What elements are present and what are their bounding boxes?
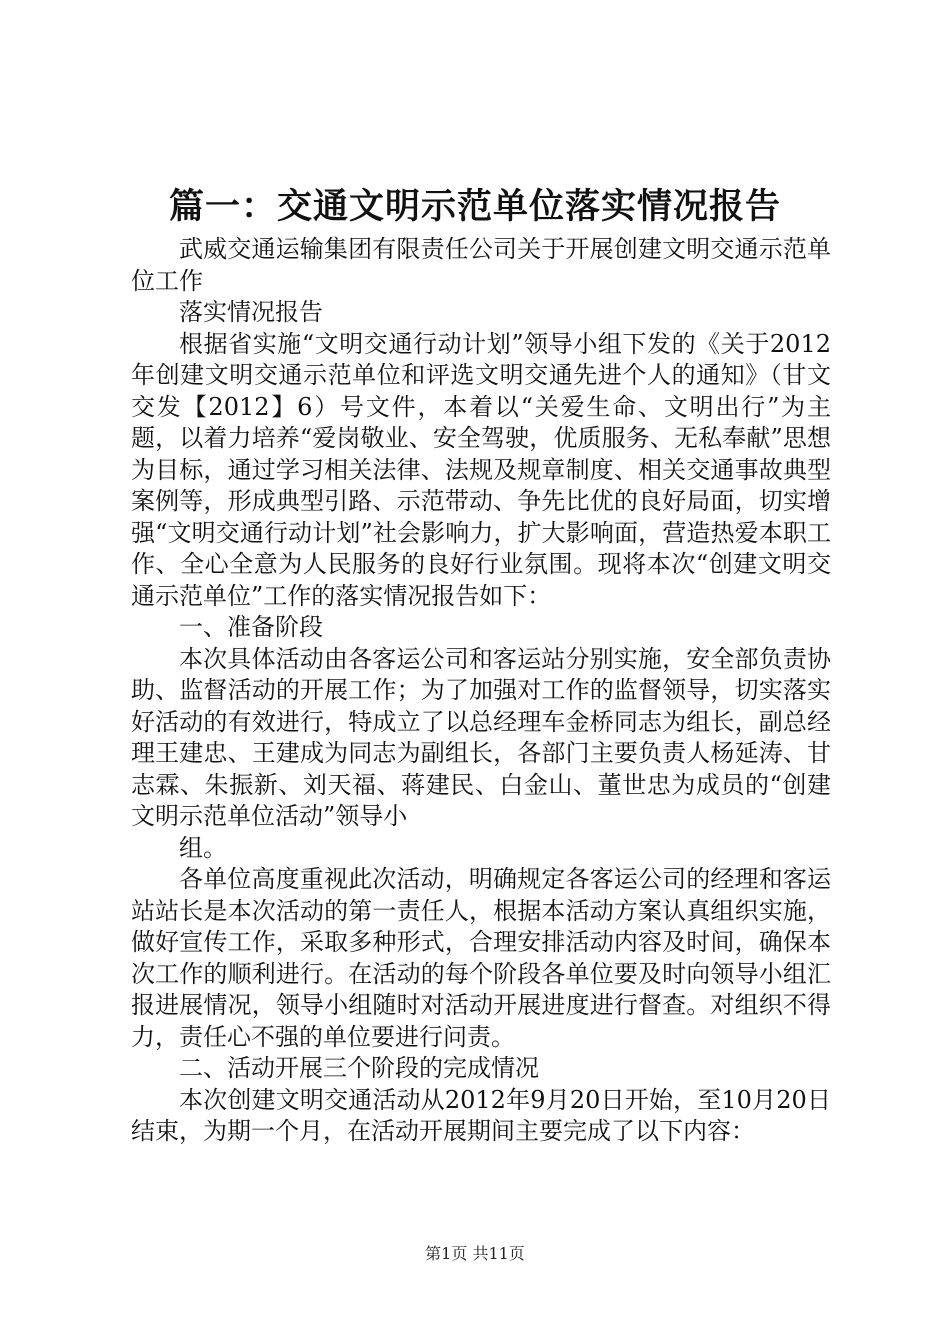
document-body <box>131 234 831 1148</box>
paragraph-intro: 根据省实施“文明交通行动计划”领导小组下发的《关于2012年创建文明交通示范单位和评选文明交通先进个人的通知》（甘文交发【2012】6）号文件，本着以“关爱生命、文明出行”为主题，以着力培养“爱岗敬业、安全驾驶，优质服务、无私奉献”思想为目标，通过学习相关法律、法规及规章制度、相关交通事故典型案例等，形成典型引路、示范带动、争先比优的良好局面，切实增强“文明交通行动计划”社会影响力，扩大影响面，营造热爱本职工作、全心全意为人民服务的良好行业氛围。现将本次“创建文明交通示范单位”工作的落实情况报告如下： <box>131 329 831 610</box>
document-title: 篇一：交通文明示范单位落实情况报告 <box>168 187 781 227</box>
paragraph-timeline: 本次创建文明交通活动从2012年9月20日开始，至10月20日结束，为期一个月，在活动开展期间主要完成了以下内容： <box>131 1085 831 1145</box>
paragraph-subject: 武威交通运输集团有限责任公司关于开展创建文明交通示范单位工作 <box>131 235 831 295</box>
section-heading-preparation: 一、准备阶段 <box>179 613 323 641</box>
paragraph-organization: 本次具体活动由各客运公司和客运站分别实施，安全部负责协助、监督活动的开展工作；为了加强对工作的监督领导，切实落实好活动的有效进行，特成立了以总经理车金桥同志为组长，副总经理王建忠、王建成为同志为副组长，各部门主要负责人杨延涛、甘志霖、朱振新、刘天福、蒋建民、白金山、董世忠为成员的“创建文明示范单位活动”领导小 <box>131 644 831 830</box>
page-number-footer: 第1页 共11页 <box>425 1244 525 1263</box>
paragraph-report-label: 落实情况报告 <box>179 298 323 326</box>
paragraph-responsibility: 各单位高度重视此次活动，明确规定各客运公司的经理和客运站站长是本次活动的第一责任人，根据本活动方案认真组织实施，做好宣传工作，采取多种形式，合理安排活动内容及时间，确保本次工作的顺利进行。在活动的每个阶段各单位要及时向领导小组汇报进展情况，领导小组随时对活动开展进度进行督查。对组织不得力，责任心不强的单位要进行问责。 <box>131 865 831 1051</box>
paragraph-organization-end: 组。 <box>179 833 227 862</box>
section-heading-completion: 二、活动开展三个阶段的完成情况 <box>179 1054 539 1082</box>
